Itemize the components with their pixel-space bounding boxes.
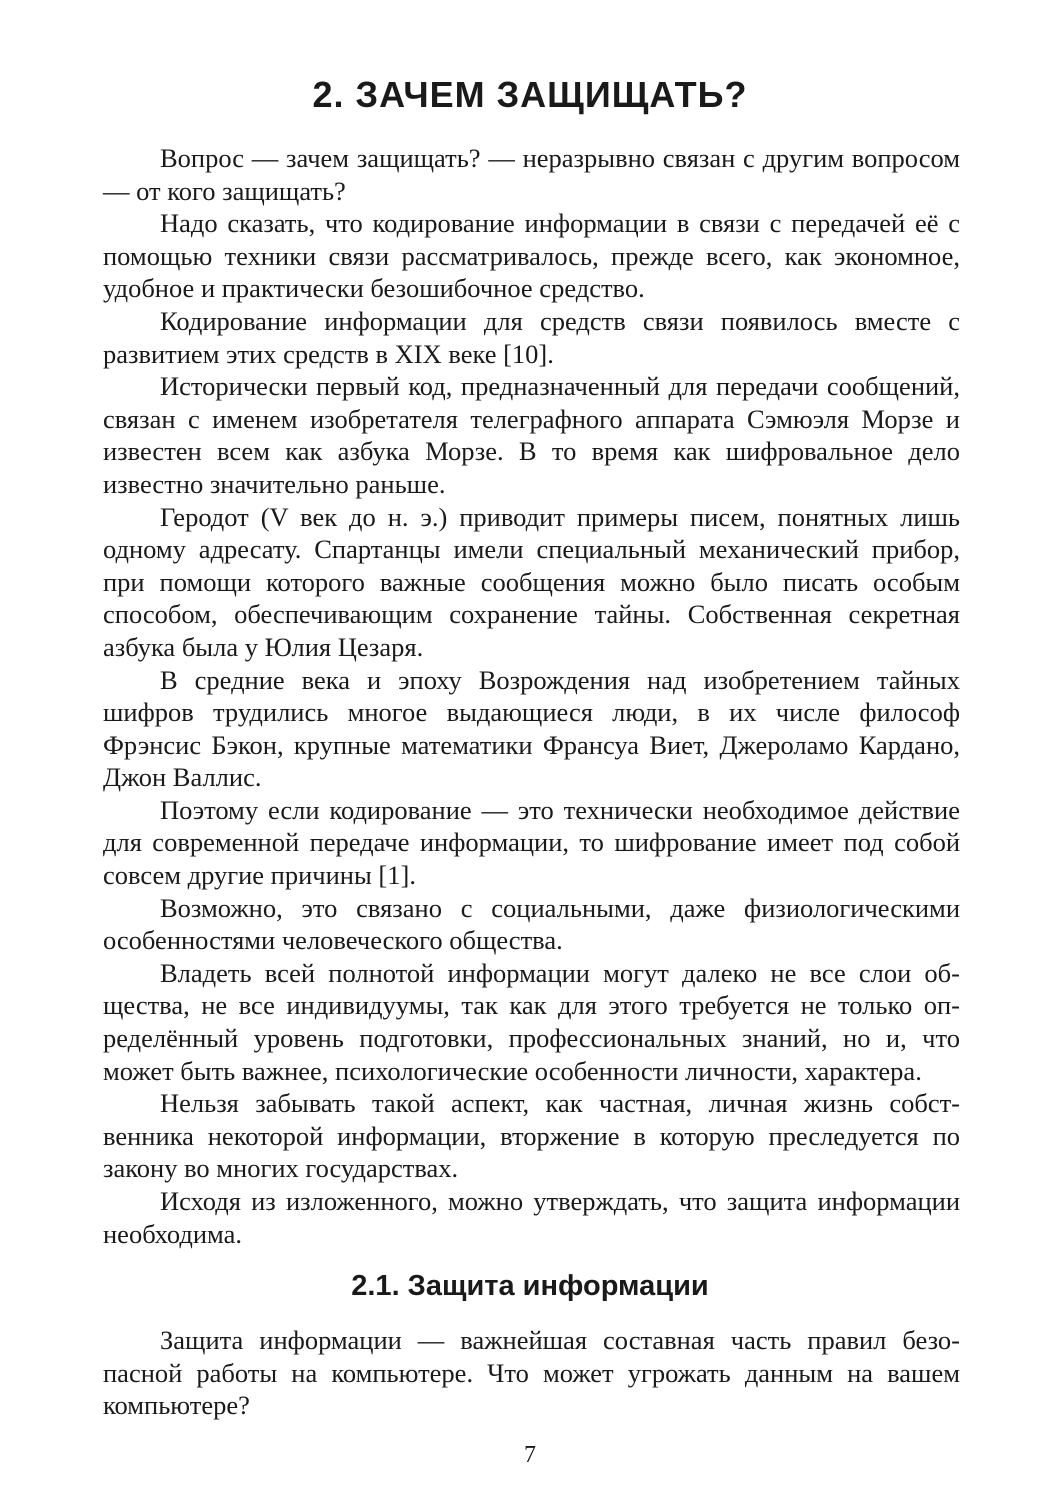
section-title: 2.1. Защита информации	[351, 1270, 709, 1302]
paragraph: Исходя из изложенного, можно утверждать, что защита информации необходима.	[103, 1186, 960, 1249]
paragraph: Возможно, это связано с социальными, даже физиологическими особенностями человеческого общества.	[103, 892, 960, 956]
section-body	[103, 1324, 960, 1422]
paragraph: Защита информации — важнейшая составная часть правил безопасной работы на компьютере. Что может угрожать данным на вашем компьютере?	[103, 1325, 960, 1421]
paragraph: Нельзя забывать такой аспект, как частная, личная жизнь собственника некоторой информации, вторжение в которую преследуется по закону во многих государствах.	[103, 1088, 960, 1184]
paragraph: Кодирование информации для средств связи появилось вместе с развитием этих средств в XIX веке [10].	[103, 305, 960, 369]
paragraph: Владеть всей полнотой информации могут далеко не все слои общества, не все индивидуумы, так как для этого требуется не только определённый уровень подготовки, профессиональных знаний, но и, что может быть важнее, психологические особенности личности, характера.	[103, 957, 960, 1086]
page-number: 7	[524, 1442, 536, 1468]
paragraph: Исторически первый код, предназначенный для передачи сообщений, связан с именем изобретателя телеграфного аппарата Сэмюэля Морзе и известен всем как азбука Морзе. В то время как шифровальное дело известно значительно раньше.	[103, 371, 960, 499]
paragraph: Геродот (V век до н. э.) приводит примеры писем, понятных лишь одному адресату. Спартанцы имели специальный механический прибор, при помощи которого важные сообщения можно было писать особым способом, обеспечивающим сохранение тайны. Собственная секретная азбука была у Юлия Цезаря.	[103, 501, 960, 662]
paragraph: Поэтому если кодирование — это технически необходимое действие для современной передаче информации, то шифрование имеет под собой совсем другие причины [1].	[103, 794, 960, 891]
paragraph: Вопрос — зачем защищать? — неразрывно связан с другим вопросом — от кого защищать?	[103, 143, 960, 206]
chapter-title: 2. ЗАЧЕМ ЗАЩИЩАТЬ?	[312, 74, 748, 115]
paragraph: Надо сказать, что кодирование информации в связи с передачей её с помощью техники связи рассматривалось, прежде всего, как экономное, удобное и практически безошибочное средство.	[103, 208, 960, 304]
chapter-body	[103, 142, 960, 1250]
paragraph: В средние века и эпоху Возрождения над изобретением тайных шифров трудились многое выдающиеся люди, в их числе философ Фрэнсис Бэкон, крупные математики Франсуа Виет, Джероламо Кардано, Джон Валлис.	[103, 664, 960, 793]
